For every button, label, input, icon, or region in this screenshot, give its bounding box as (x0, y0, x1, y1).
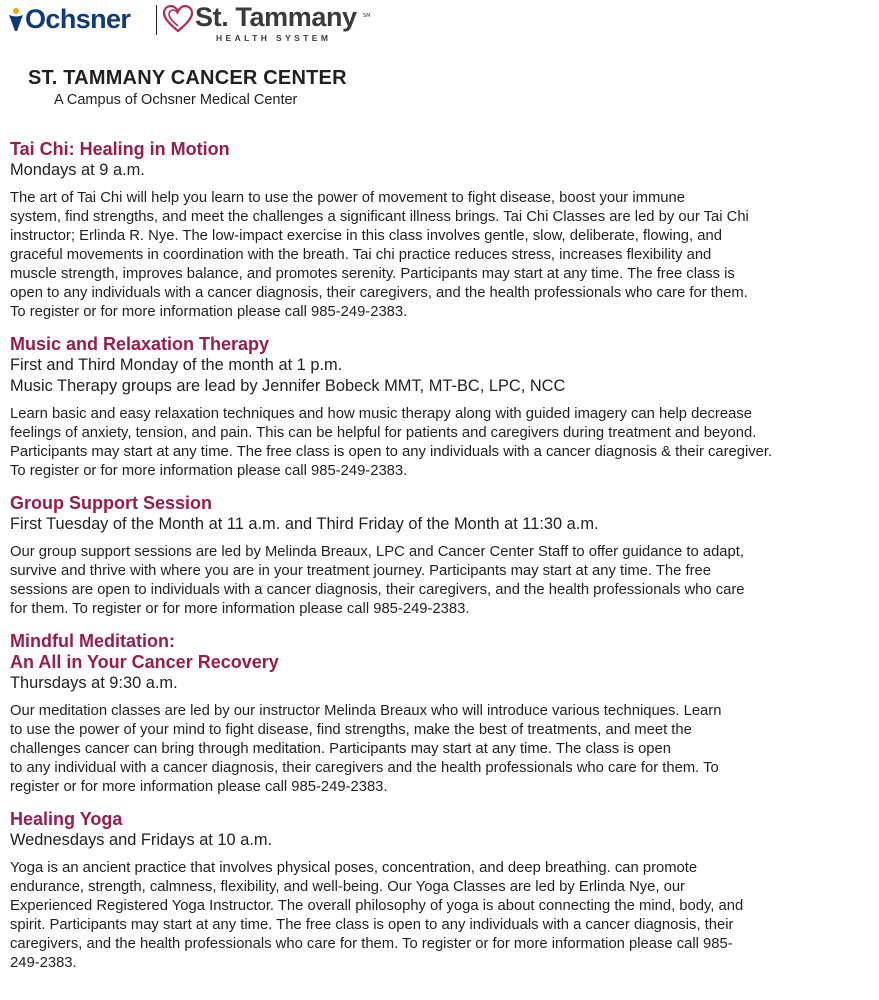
section-description: Our meditation classes are led by our instructor Melinda Breaux who will introduce various techniques. Learn to use the power of your mind to fight disease, find strengths, make the best of treatments, and meet the challenges cancer can bring through meditation. Participants may start at any time. The class is open to any individual with a cancer diagnosis, their caregivers and the health professionals who care for them. To register or for more information please call 985-249-2383. (10, 703, 722, 795)
ochsner-logo-text: Ochsner (25, 3, 131, 34)
section-schedule: Wednesdays and Fridays at 10 a.m. (10, 831, 273, 849)
section-description: The art of Tai Chi will help you learn to use the power of movement to fight disease, boost your immune system, find strengths, and meet the challenges a significant illness brings. Tai Chi Classes are led by our Tai Chi instructor; Erlinda R. Nye. The low-impact exercise in this class involves gentle, slow, deliberate, flowing, and graceful movements in coordination with the breath. Tai chi practice reduces stress, increases flexibility and muscle strength, improves balance, and promotes serenity. Participants may start at any time. The free class is open to any individuals with a cancer diagnosis, their caregivers, and the health professionals who care for them. To register or for more information please call 985-249-2383. (10, 190, 749, 320)
page-header (0, 0, 879, 120)
health-system-text: HEALTH SYSTEM (216, 33, 332, 43)
section-title: Mindful Meditation: An All in Your Cancer Recovery (10, 631, 279, 672)
section-title: Tai Chi: Healing in Motion (10, 139, 230, 159)
section-schedule: First Tuesday of the Month at 11 a.m. and Third Friday of the Month at 11:30 a.m. (10, 515, 599, 533)
ochsner-logo (8, 2, 130, 36)
class-listing (10, 139, 870, 985)
section-description: Yoga is an ancient practice that involves physical poses, concentration, and deep breathing. can promote endurance, strength, calmness, flexibility, and well-being. Our Yoga Classes are led by Erlinda Nye, our Experienced Registered Yoga Instructor. The overall philosophy of yoga is about connecting the mind, body, and spirit. Participants may start at any time. The free class is open to any individuals with a cancer diagnosis, their caregivers, and the health professionals who care for them. To register or for more information please call 985- 249-2383. (10, 860, 744, 971)
section-title: Music and Relaxation Therapy (10, 334, 270, 354)
section-description: Our group support sessions are led by Melinda Breaux, LPC and Cancer Center Staff to offer guidance to adapt, survive and thrive with where you are in your treatment journey. Participants may start at any time. The free sessions are open to individuals with a cancer diagnosis, their caregivers, and the health professionals who care for them. To register or for more information please call 985-249-2383. (10, 544, 745, 617)
heart-icon (163, 5, 193, 33)
section-schedule: Thursdays at 9:30 a.m. (10, 674, 178, 692)
class-section-tai-chi (10, 139, 870, 322)
section-title: Healing Yoga (10, 809, 123, 829)
st-tammany-logo-text: St. Tammany (195, 2, 357, 32)
logo-divider (156, 5, 157, 35)
class-section-group-support (10, 493, 870, 619)
page-title: ST. TAMMANY CANCER CENTER (28, 67, 347, 89)
section-schedule: First and Third Monday of the month at 1 p.m. Music Therapy groups are lead by Jennifer Bobeck MMT, MT-BC, LPC, NCC (10, 356, 566, 395)
class-section-meditation (10, 631, 870, 797)
page-subtitle: A Campus of Ochsner Medical Center (54, 92, 298, 108)
service-mark: SM (363, 13, 371, 19)
section-description: Learn basic and easy relaxation techniques and how music therapy along with guided imagery can help decrease feelings of anxiety, tension, and pain. This can be helpful for patients and caregivers during treatment and beyond. Participants may start at any time. The free class is open to any individuals with a cancer diagnosis & their caregiver. To register or for more information please call 985-249-2383. (10, 406, 773, 479)
class-section-music-therapy (10, 334, 870, 481)
class-section-yoga (10, 809, 870, 973)
section-schedule: Mondays at 9 a.m. (10, 161, 145, 179)
section-title: Group Support Session (10, 493, 213, 513)
ochsner-figure-icon (8, 6, 24, 32)
